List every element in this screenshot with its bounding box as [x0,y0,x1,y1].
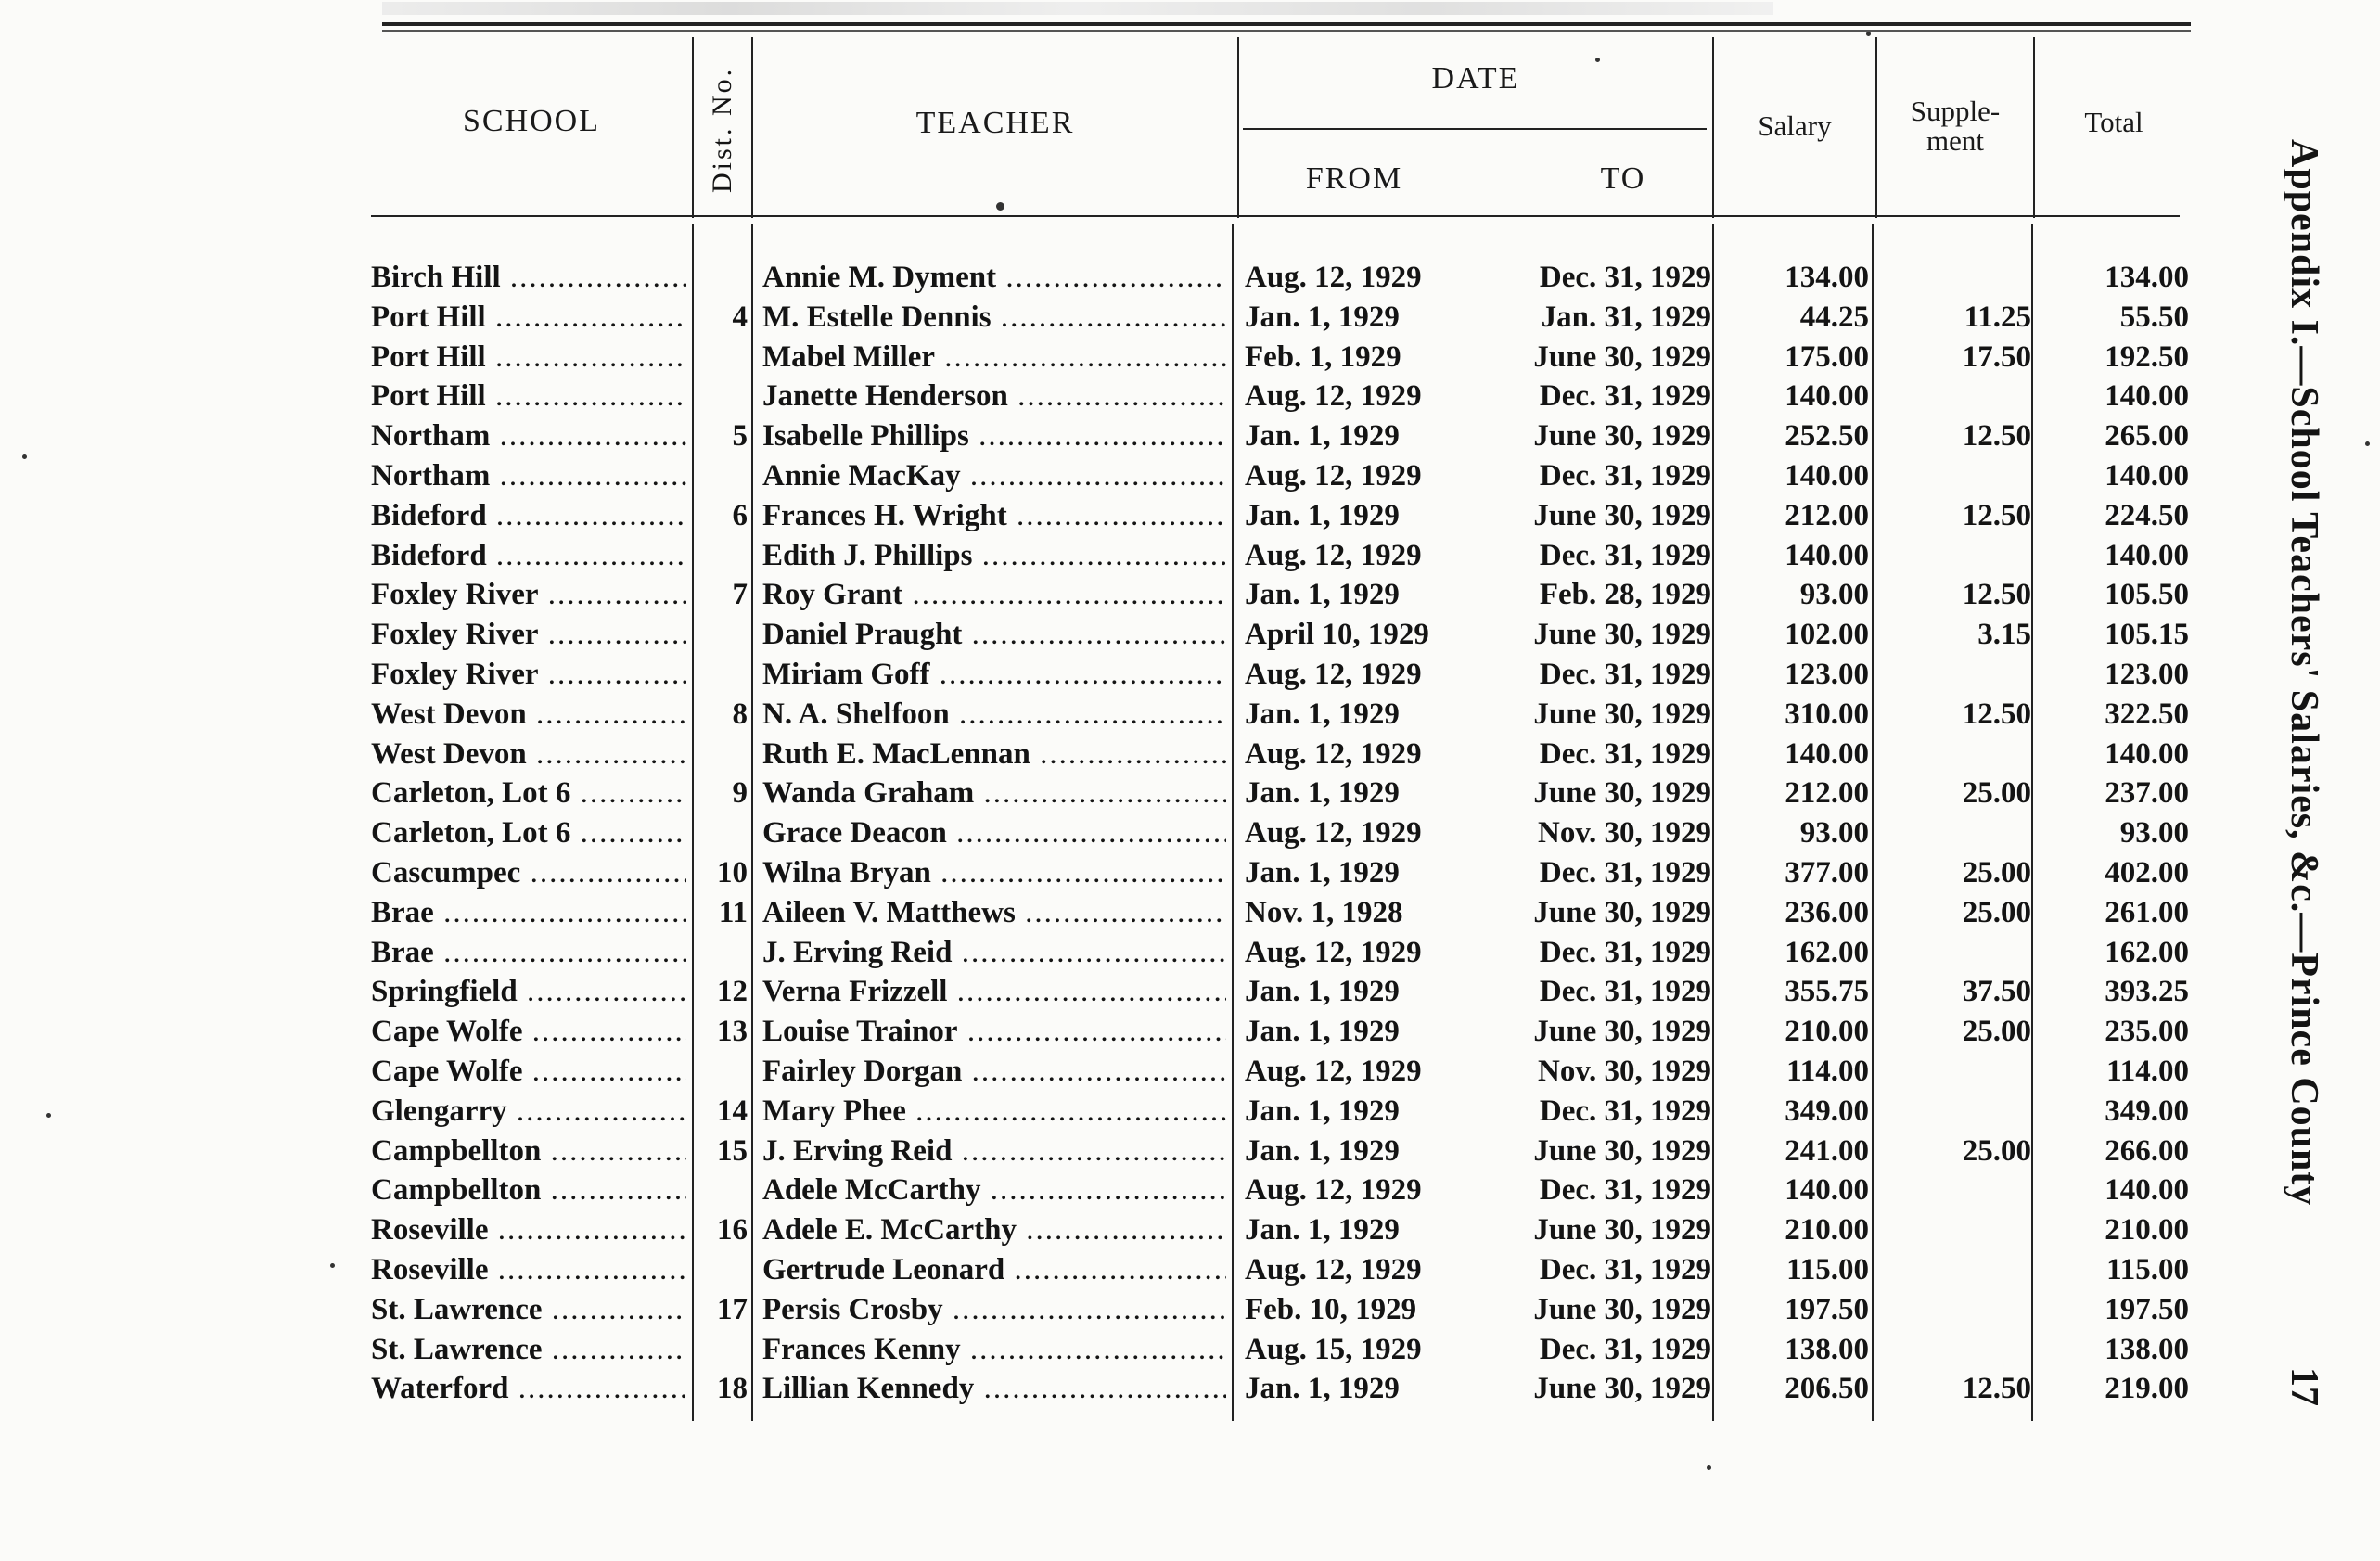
row-teacher: Mary Phee ..... [762,1092,1226,1132]
row-total: 349.00 [2105,1094,2189,1128]
row-salary: 355.75 [1785,975,1869,1009]
row-date-from: Jan. 1, 1929 [1245,856,1400,889]
row-school: Foxley River ..... [371,655,686,695]
row-date-from: Jan. 1, 1929 [1245,1015,1400,1049]
row-date-to: Dec. 31, 1929 [1539,1253,1711,1286]
table-row [0,496,2380,536]
row-salary: 140.00 [1785,1173,1869,1208]
col-rule-school-hdr [692,37,694,218]
row-date-from: Aug. 12, 1929 [1245,1253,1422,1286]
row-total: 219.00 [2105,1372,2189,1406]
row-salary: 310.00 [1785,697,1869,731]
table-row [0,1250,2380,1290]
row-school: Roseville ..... [371,1250,686,1290]
row-total: 197.50 [2105,1292,2189,1326]
row-date-to: June 30, 1929 [1533,339,1711,374]
table-row [0,695,2380,735]
row-date-to: June 30, 1929 [1533,1015,1711,1049]
row-salary: 140.00 [1785,379,1869,414]
table-row [0,338,2380,377]
row-teacher: Grace Deacon ..... [762,813,1226,853]
row-school: Springfield ..... [371,972,686,1012]
row-total: 162.00 [2105,935,2189,969]
row-date-from: Aug. 15, 1929 [1245,1332,1422,1366]
row-school: Northam ..... [371,416,686,456]
table-row [0,774,2380,813]
header-salary: Salary [1758,109,1832,142]
row-teacher: Miriam Goff ..... [762,655,1226,695]
table-row [0,1210,2380,1250]
row-total: 140.00 [2105,736,2189,771]
row-salary: 241.00 [1785,1133,1869,1168]
row-date-to: Dec. 31, 1929 [1539,459,1711,493]
row-teacher: Persis Crosby ..... [762,1290,1226,1330]
row-teacher: Adele E. McCarthy ..... [762,1210,1226,1250]
row-date-to: Nov. 30, 1929 [1537,816,1711,851]
row-teacher: Gertrude Leonard ..... [762,1250,1226,1290]
row-teacher: Roy Grant ..... [762,575,1226,615]
row-total: 140.00 [2105,459,2189,493]
scan-speck [330,1263,335,1268]
row-date-to: Dec. 31, 1929 [1539,935,1711,969]
row-supplement: 12.50 [1962,1372,2031,1406]
table-row [0,416,2380,456]
row-date-to: June 30, 1929 [1533,697,1711,731]
row-school: West Devon ..... [371,735,686,774]
row-total: 138.00 [2105,1332,2189,1366]
row-date-to: Dec. 31, 1929 [1539,736,1711,771]
row-total: 402.00 [2105,856,2189,889]
row-dist-no: 16 [717,1213,748,1248]
table-row [0,1171,2380,1210]
row-dist-no: 7 [732,578,748,612]
scan-speck [2365,441,2370,446]
row-school: Carleton, Lot 6 ..... [371,813,686,853]
table-row [0,377,2380,416]
row-date-from: Aug. 12, 1929 [1245,459,1422,493]
row-school: Brae ..... [371,893,686,933]
row-dist-no: 8 [732,697,748,731]
scan-speck [996,202,1004,211]
header-bottom-rule [371,215,2180,217]
table-row [0,735,2380,774]
row-total: 115.00 [2106,1253,2189,1286]
row-dist-no: 18 [717,1372,748,1406]
row-salary: 175.00 [1785,339,1869,374]
row-dist-no: 14 [717,1094,748,1128]
row-teacher: Isabelle Phillips ..... [762,416,1226,456]
row-total: 134.00 [2105,261,2189,294]
row-teacher: Annie M. Dyment ..... [762,258,1226,298]
row-total: 261.00 [2105,895,2189,929]
row-teacher: Wanda Graham ..... [762,774,1226,813]
row-salary: 93.00 [1799,816,1869,851]
table-row [0,1330,2380,1370]
page-number: 17 [2283,1367,2325,1406]
row-supplement: 12.50 [1962,498,2031,532]
row-school: Cape Wolfe ..... [371,1052,686,1092]
table-row [0,655,2380,695]
row-teacher: J. Erving Reid ..... [762,1132,1226,1171]
row-teacher: Fairley Dorgan ..... [762,1052,1226,1092]
row-salary: 212.00 [1785,776,1869,811]
row-date-to: Dec. 31, 1929 [1539,379,1711,414]
row-date-from: Aug. 12, 1929 [1245,1055,1422,1088]
row-teacher: Verna Frizzell ..... [762,972,1226,1012]
row-teacher: Ruth E. MacLennan ..... [762,735,1226,774]
row-teacher: Annie MacKay ..... [762,456,1226,496]
row-school: St. Lawrence ..... [371,1330,686,1370]
header-total: Total [2084,106,2143,138]
row-teacher: Frances H. Wright ..... [762,496,1226,536]
row-salary: 349.00 [1785,1094,1869,1128]
row-salary: 212.00 [1785,498,1869,532]
row-date-from: Aug. 12, 1929 [1245,261,1422,294]
row-date-from: Jan. 1, 1929 [1245,1133,1400,1168]
table-row [0,536,2380,576]
scan-speck [1707,1465,1711,1470]
row-supplement: 25.00 [1962,1133,2031,1168]
row-salary: 252.50 [1785,419,1869,454]
table-row [0,813,2380,853]
row-school: Roseville ..... [371,1210,686,1250]
row-school: Bideford ..... [371,496,686,536]
row-teacher: M. Estelle Dennis ..... [762,298,1226,338]
row-supplement: 11.25 [1964,300,2031,334]
row-school: Port Hill ..... [371,338,686,377]
row-date-to: June 30, 1929 [1533,1372,1711,1406]
row-salary: 134.00 [1785,261,1869,294]
date-divider-rule [1243,128,1707,130]
row-total: 192.50 [2105,339,2189,374]
row-teacher: Lillian Kennedy ..... [762,1369,1226,1409]
table-row [0,1092,2380,1132]
row-dist-no: 6 [732,498,748,532]
scan-smudge [382,2,1773,15]
table-row [0,1290,2380,1330]
table-row [0,1012,2380,1052]
row-date-from: Jan. 1, 1929 [1245,1094,1400,1128]
row-date-from: Jan. 1, 1929 [1245,300,1400,334]
row-teacher: Frances Kenny ..... [762,1330,1226,1370]
row-dist-no: 17 [717,1292,748,1326]
row-date-from: Aug. 12, 1929 [1245,658,1422,691]
row-date-to: Dec. 31, 1929 [1539,538,1711,572]
row-date-from: Jan. 1, 1929 [1245,776,1400,811]
row-total: 105.15 [2105,618,2189,652]
row-date-from: Aug. 12, 1929 [1245,379,1422,414]
row-school: Cape Wolfe ..... [371,1012,686,1052]
scan-speck [22,454,27,459]
scan-speck [1866,32,1871,36]
row-date-to: Dec. 31, 1929 [1539,975,1711,1009]
table-row [0,933,2380,973]
row-salary: 140.00 [1785,459,1869,493]
row-school: Foxley River ..... [371,575,686,615]
row-date-to: Feb. 28, 1929 [1539,578,1711,612]
row-date-from: Aug. 12, 1929 [1245,816,1422,851]
row-total: 322.50 [2105,697,2189,731]
top-rule [382,22,2191,26]
scan-speck [46,1113,51,1118]
row-total: 237.00 [2105,776,2189,811]
table-row [0,1369,2380,1409]
row-school: Port Hill ..... [371,298,686,338]
row-date-to: June 30, 1929 [1533,895,1711,929]
row-date-to: June 30, 1929 [1533,1213,1711,1248]
row-dist-no: 15 [717,1133,748,1168]
row-salary: 140.00 [1785,538,1869,572]
row-teacher: Mabel Miller ..... [762,338,1226,377]
row-teacher: Aileen V. Matthews ..... [762,893,1226,933]
row-total: 93.00 [2119,816,2189,851]
row-dist-no: 12 [717,975,748,1009]
row-school: Bideford ..... [371,536,686,576]
table-row [0,298,2380,338]
row-salary: 210.00 [1785,1015,1869,1049]
row-dist-no: 4 [732,300,748,334]
row-teacher: Janette Henderson ..... [762,377,1226,416]
table-row [0,1132,2380,1171]
header-date: DATE [1431,61,1520,96]
row-school: Campbellton ..... [371,1132,686,1171]
table-row [0,853,2380,893]
table-row [0,1052,2380,1092]
row-school: St. Lawrence ..... [371,1290,686,1330]
row-supplement: 25.00 [1962,856,2031,889]
row-total: 105.50 [2105,578,2189,612]
row-total: 266.00 [2105,1133,2189,1168]
row-total: 55.50 [2119,300,2189,334]
row-dist-no: 11 [718,895,748,929]
row-total: 114.00 [2106,1055,2189,1088]
row-total: 210.00 [2105,1213,2189,1248]
row-date-from: Aug. 12, 1929 [1245,736,1422,771]
row-salary: 93.00 [1799,578,1869,612]
row-salary: 162.00 [1785,935,1869,969]
row-supplement: 12.50 [1962,578,2031,612]
row-supplement: 37.50 [1962,975,2031,1009]
row-date-to: Dec. 31, 1929 [1539,658,1711,691]
row-supplement: 12.50 [1962,697,2031,731]
row-salary: 138.00 [1785,1332,1869,1366]
row-salary: 114.00 [1786,1055,1869,1088]
row-date-from: Jan. 1, 1929 [1245,498,1400,532]
header-to: TO [1600,161,1646,196]
row-salary: 102.00 [1785,618,1869,652]
row-date-to: Dec. 31, 1929 [1539,1332,1711,1366]
row-salary: 236.00 [1785,895,1869,929]
row-salary: 140.00 [1785,736,1869,771]
row-date-from: Feb. 10, 1929 [1245,1292,1417,1326]
row-teacher: Wilna Bryan ..... [762,853,1226,893]
row-date-to: June 30, 1929 [1533,776,1711,811]
row-date-from: Feb. 1, 1929 [1245,339,1401,374]
row-teacher: Louise Trainor ..... [762,1012,1226,1052]
row-salary: 206.50 [1785,1372,1869,1406]
header-supplement-line1: Supple- [1910,95,2001,127]
table-row [0,893,2380,933]
row-school: Brae ..... [371,933,686,973]
row-school: Birch Hill ..... [371,258,686,298]
row-date-from: Jan. 1, 1929 [1245,1372,1400,1406]
row-total: 265.00 [2105,419,2189,454]
row-date-to: June 30, 1929 [1533,498,1711,532]
table-row [0,575,2380,615]
row-supplement: 25.00 [1962,895,2031,929]
table-row [0,615,2380,655]
row-supplement: 25.00 [1962,776,2031,811]
header-school: SCHOOL [462,104,601,138]
row-date-from: Nov. 1, 1928 [1245,895,1403,929]
row-salary: 44.25 [1799,300,1869,334]
scan-speck [1595,58,1600,62]
row-teacher: J. Erving Reid ..... [762,933,1226,973]
header-supplement [1877,96,2033,156]
row-salary: 197.50 [1785,1292,1869,1326]
row-date-to: June 30, 1929 [1533,618,1711,652]
row-salary: 115.00 [1786,1253,1869,1286]
row-supplement: 3.15 [1977,618,2031,652]
row-date-from: Aug. 12, 1929 [1245,538,1422,572]
row-supplement: 25.00 [1962,1015,2031,1049]
row-dist-no: 9 [732,776,748,811]
row-dist-no: 10 [717,856,748,889]
row-teacher: Edith J. Phillips ..... [762,536,1226,576]
row-school: West Devon ..... [371,695,686,735]
row-teacher: N. A. Shelfoon ..... [762,695,1226,735]
row-date-from: Jan. 1, 1929 [1245,578,1400,612]
row-date-to: Nov. 30, 1929 [1537,1055,1711,1088]
row-school: Carleton, Lot 6 ..... [371,774,686,813]
row-date-to: Dec. 31, 1929 [1539,1173,1711,1208]
row-date-to: Jan. 31, 1929 [1541,300,1711,334]
table-row [0,972,2380,1012]
row-date-from: Jan. 1, 1929 [1245,975,1400,1009]
row-total: 224.50 [2105,498,2189,532]
row-total: 140.00 [2105,1173,2189,1208]
row-total: 393.25 [2105,975,2189,1009]
top-rule-thin [382,30,2191,32]
row-date-to: June 30, 1929 [1533,1292,1711,1326]
row-school: Northam ..... [371,456,686,496]
table-row [0,456,2380,496]
row-teacher: Adele McCarthy ..... [762,1171,1226,1210]
row-date-to: June 30, 1929 [1533,419,1711,454]
row-total: 123.00 [2105,658,2189,691]
header-from: FROM [1305,161,1403,196]
row-supplement: 17.50 [1962,339,2031,374]
row-date-from: Jan. 1, 1929 [1245,419,1400,454]
row-date-to: Dec. 31, 1929 [1539,1094,1711,1128]
side-title: Appendix I.—School Teachers' Salaries, &c.—Prince County [2283,139,2325,1207]
row-dist-no: 5 [732,419,748,454]
row-supplement: 12.50 [1962,419,2031,454]
row-salary: 123.00 [1785,658,1869,691]
row-total: 140.00 [2105,379,2189,414]
row-total: 235.00 [2105,1015,2189,1049]
row-teacher: Daniel Praught ..... [762,615,1226,655]
row-school: Port Hill ..... [371,377,686,416]
row-date-from: Aug. 12, 1929 [1245,1173,1422,1208]
header-supplement-line2: ment [1926,124,1984,157]
row-salary: 210.00 [1785,1213,1869,1248]
row-total: 140.00 [2105,538,2189,572]
header-teacher: TEACHER [915,106,1075,140]
row-date-from: April 10, 1929 [1245,618,1429,652]
row-dist-no: 13 [717,1015,748,1049]
row-date-to: June 30, 1929 [1533,1133,1711,1168]
row-date-from: Aug. 12, 1929 [1245,935,1422,969]
row-date-to: Dec. 31, 1929 [1539,856,1711,889]
table-row [0,258,2380,298]
row-salary: 377.00 [1785,856,1869,889]
row-school: Campbellton ..... [371,1171,686,1210]
row-school: Foxley River ..... [371,615,686,655]
row-date-from: Jan. 1, 1929 [1245,697,1400,731]
row-school: Cascumpec ..... [371,853,686,893]
row-school: Glengarry ..... [371,1092,686,1132]
row-date-from: Jan. 1, 1929 [1245,1213,1400,1248]
row-school: Waterford ..... [371,1369,686,1409]
row-date-to: Dec. 31, 1929 [1539,261,1711,294]
header-dist-no: Dist. No. [707,66,737,193]
